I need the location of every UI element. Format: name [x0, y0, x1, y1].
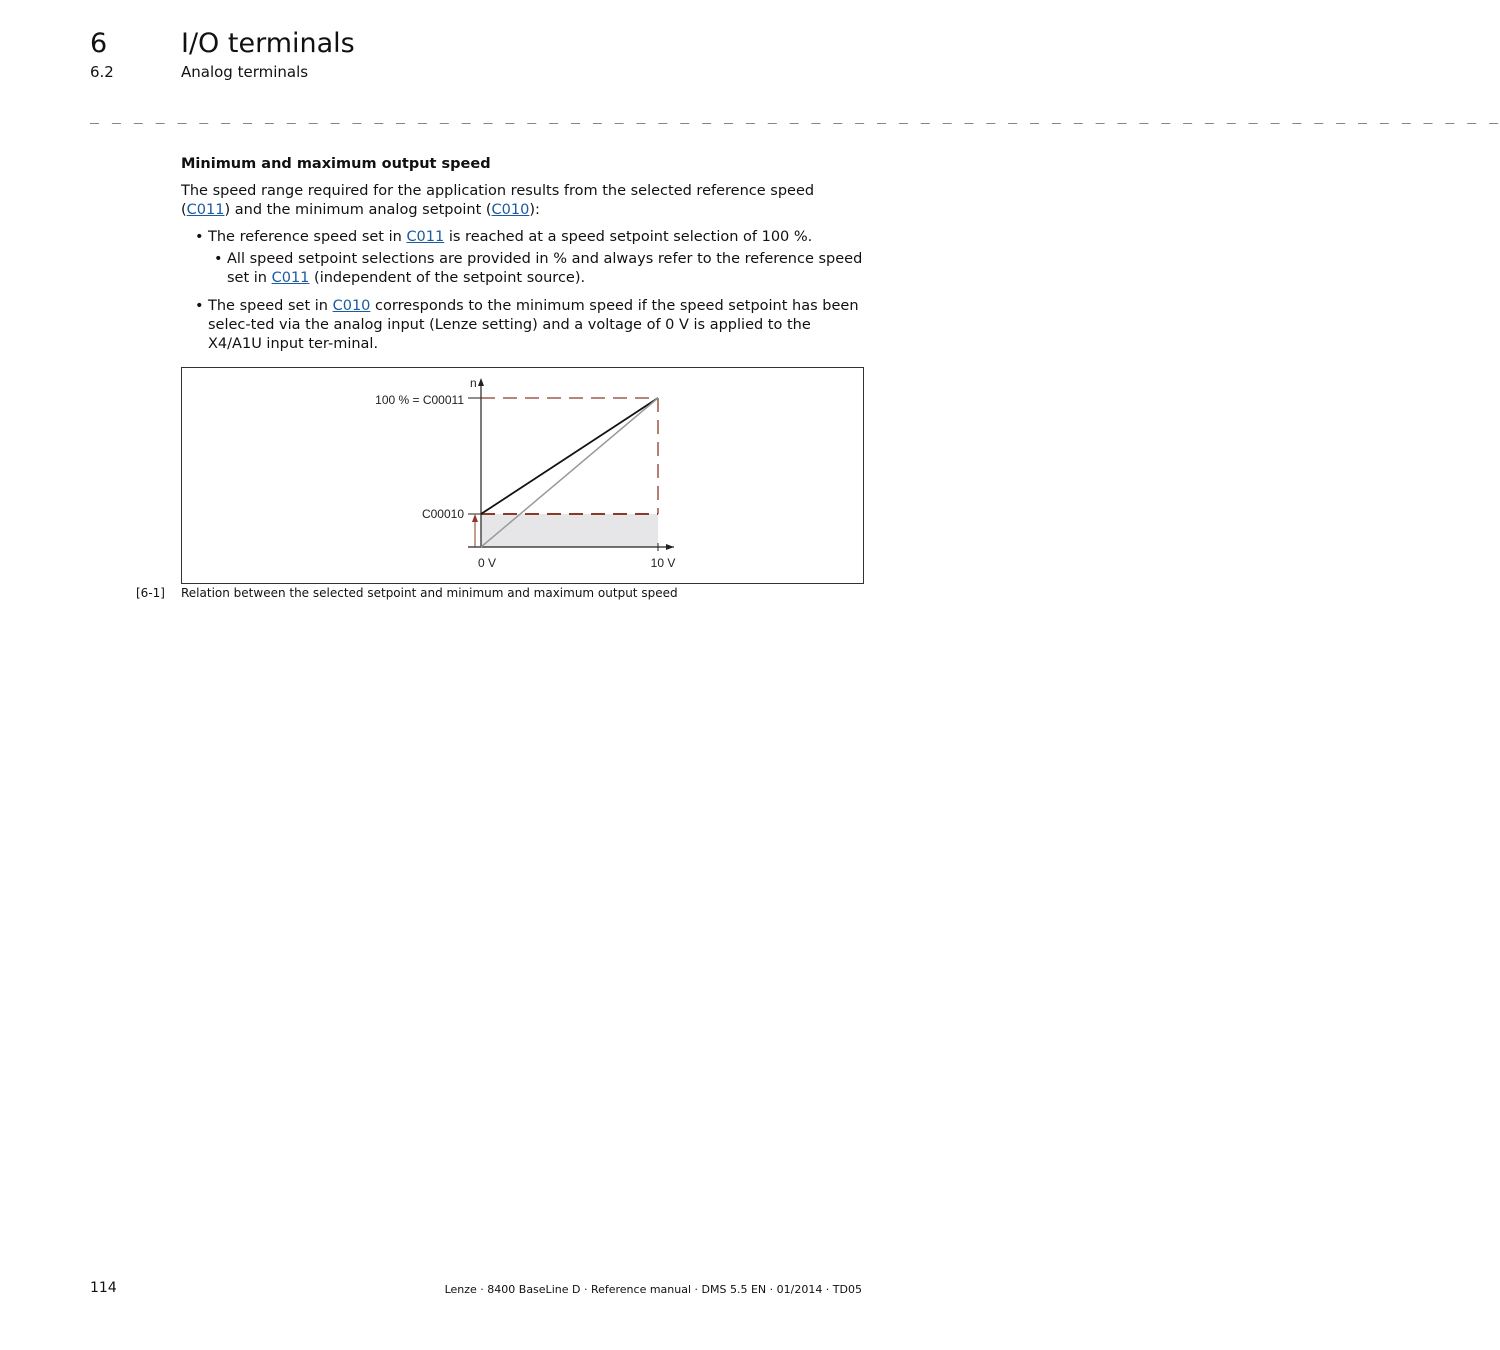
intro-text-3: ):	[529, 202, 540, 218]
link-c011[interactable]: C011	[271, 270, 310, 286]
bullet-3-text-pre: The speed set in	[208, 298, 333, 314]
section-title: Analog terminals	[181, 63, 309, 81]
link-c011[interactable]: C011	[186, 202, 225, 218]
bullet-1-text-post: is reached at a speed setpoint selection of 100 %.	[444, 229, 813, 245]
bullet-2-text-post: (independent of the setpoint source).	[309, 270, 586, 286]
link-c011[interactable]: C011	[406, 229, 445, 245]
x-tick-label-10v: 10 V	[650, 556, 676, 570]
bullet-item-3	[208, 297, 864, 354]
setpoint-figure	[181, 367, 864, 584]
y-axis-arrow	[478, 378, 484, 386]
max-speed-label: 100 % = C00011	[375, 393, 464, 407]
link-c010[interactable]: C010	[491, 202, 530, 218]
min-speed-area	[481, 514, 658, 547]
min-speed-label: C00010	[421, 507, 464, 521]
bullet-marker: •	[195, 298, 204, 314]
page-number: 114	[90, 1280, 117, 1296]
x-tick-label-0v: 0 V	[477, 556, 497, 570]
x-axis-arrow	[666, 544, 674, 550]
chapter-title: I/O terminals	[181, 28, 355, 59]
link-c010[interactable]: C010	[332, 298, 371, 314]
figure-number: [6-1]	[136, 586, 165, 600]
bullet-1-text-pre: The reference speed set in	[208, 229, 407, 245]
intro-text-2: ) and the minimum analog setpoint (	[224, 202, 492, 218]
header-separator: _ _ _ _ _ _ _ _ _ _ _ _ _ _ _ _ _ _ _ _ _ _ _ _ _ _ _ _ _ _ _ _ _ _ _ _ _ _ _ _ _ _ _ _ _ _ _ _ _ _ _ _ _ _ _ _ _ _ _ _ _ _ _ _ _	[90, 106, 1500, 124]
section-heading: Minimum and maximum output speed	[181, 156, 491, 172]
bullet-marker: •	[214, 251, 223, 267]
footer-doc-info: Lenze · 8400 BaseLine D · Reference manual · DMS 5.5 EN · 01/2014 · TD05	[444, 1283, 862, 1296]
bullet-2-text-pre: All speed setpoint selections are provided in % and always refer to the reference speed set in	[227, 251, 863, 286]
chapter-number: 6	[90, 28, 108, 59]
bullet-item-2	[227, 250, 864, 288]
section-number: 6.2	[90, 63, 114, 81]
bullet-3-text-post: corresponds to the minimum speed if the speed setpoint has been selec-ted via the analog input (Lenze setting) and a voltage of 0 V is applied to the X4/A1U input ter-minal.	[208, 298, 859, 352]
y-axis-label: n	[470, 376, 477, 390]
bullet-marker: •	[195, 229, 204, 245]
intro-text-1: The speed range required for the application results from the selected reference speed (	[181, 183, 815, 218]
series-line-with-offset	[481, 398, 658, 514]
figure-caption: Relation between the selected setpoint and minimum and maximum output speed	[181, 586, 678, 600]
bullet-item-1	[208, 228, 864, 247]
min-offset-arrowhead	[472, 514, 478, 522]
setpoint-diagram	[182, 368, 863, 583]
intro-paragraph	[181, 182, 864, 220]
